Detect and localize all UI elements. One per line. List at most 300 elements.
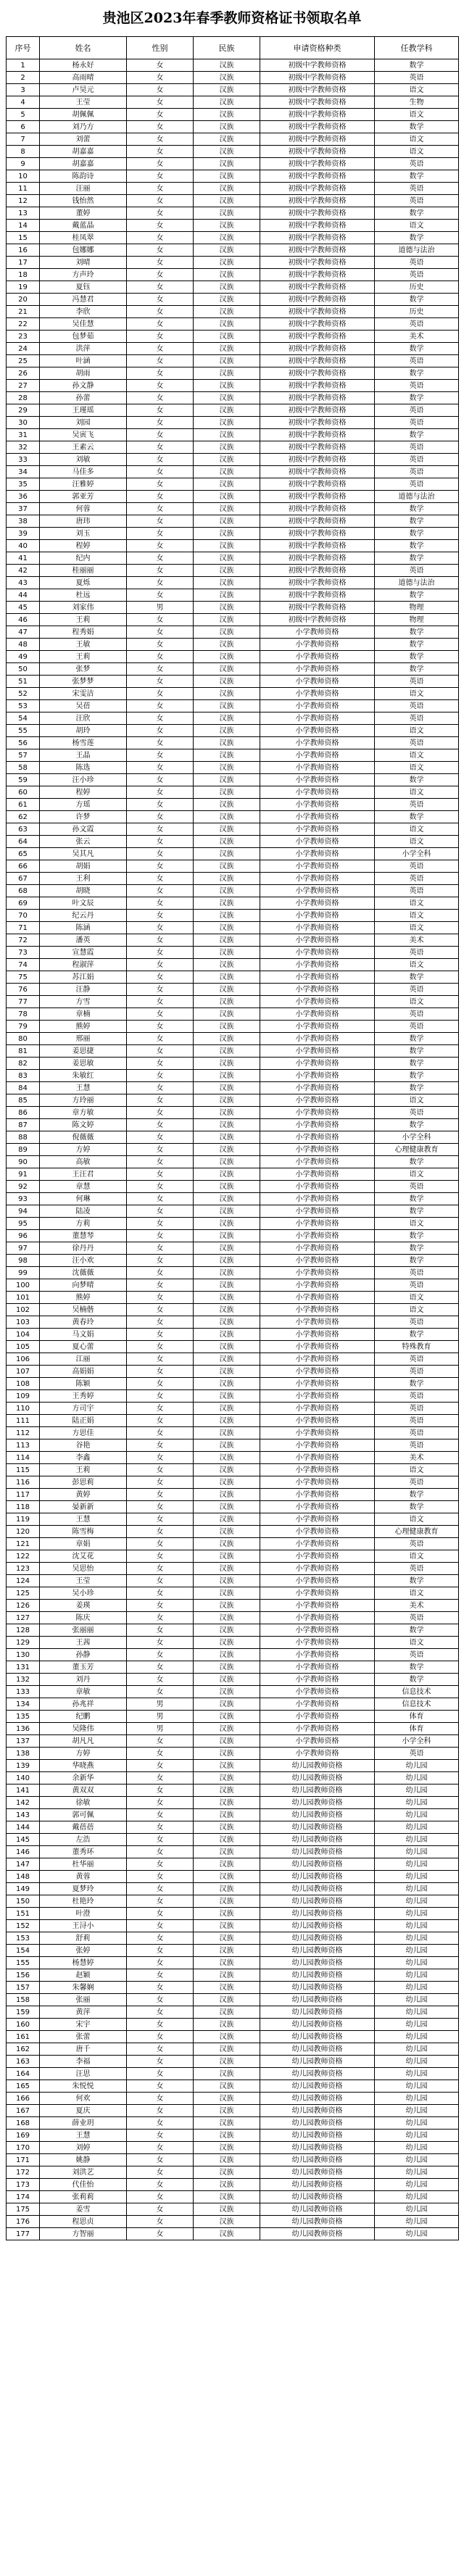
- cell-gender: 女: [127, 1181, 194, 1193]
- table-row: [7, 1994, 459, 2006]
- cell-seq: 153: [7, 1932, 40, 1945]
- cell-ethnicity: 汉族: [194, 1501, 260, 1513]
- cell-gender: 女: [127, 639, 194, 651]
- cell-gender: 女: [127, 836, 194, 848]
- table-row: [7, 294, 459, 306]
- cell-seq: 128: [7, 1624, 40, 1637]
- table-row: [7, 2130, 459, 2142]
- table-row: [7, 59, 459, 72]
- cell-gender: 女: [127, 306, 194, 318]
- cell-gender: 女: [127, 2056, 194, 2068]
- table-row: [7, 2080, 459, 2093]
- cell-cert-type: 初级中学教师资格: [260, 109, 375, 121]
- cell-subject: 英语: [375, 355, 459, 367]
- cell-ethnicity: 汉族: [194, 1846, 260, 1858]
- cell-name: 王浔小: [40, 1920, 127, 1932]
- cell-gender: 女: [127, 2031, 194, 2043]
- cell-gender: 女: [127, 318, 194, 331]
- cell-seq: 94: [7, 1205, 40, 1218]
- cell-name: 晏新新: [40, 1501, 127, 1513]
- cell-subject: 幼儿园: [375, 2203, 459, 2216]
- cell-ethnicity: 汉族: [194, 1304, 260, 1316]
- recipient-table: [6, 36, 459, 2240]
- cell-name: 程婷: [40, 786, 127, 799]
- cell-ethnicity: 汉族: [194, 1969, 260, 1982]
- cell-ethnicity: 汉族: [194, 1218, 260, 1230]
- cell-cert-type: 小学教师资格: [260, 1587, 375, 1600]
- cell-seq: 104: [7, 1329, 40, 1341]
- cell-seq: 100: [7, 1279, 40, 1292]
- cell-cert-type: 小学教师资格: [260, 1403, 375, 1415]
- cell-cert-type: 小学教师资格: [260, 1008, 375, 1021]
- cell-ethnicity: 汉族: [194, 1686, 260, 1698]
- cell-name: 章娟: [40, 1538, 127, 1550]
- cell-name: 华晓燕: [40, 1760, 127, 1772]
- cell-cert-type: 幼儿园教师资格: [260, 1772, 375, 1784]
- cell-ethnicity: 汉族: [194, 2068, 260, 2080]
- cell-seq: 117: [7, 1489, 40, 1501]
- cell-gender: 女: [127, 380, 194, 392]
- cell-subject: 语文: [375, 1168, 459, 1181]
- cell-seq: 120: [7, 1526, 40, 1538]
- cell-name: 姜思敏: [40, 1058, 127, 1070]
- cell-ethnicity: 汉族: [194, 515, 260, 528]
- cell-gender: 女: [127, 257, 194, 269]
- cell-subject: 体育: [375, 1723, 459, 1735]
- cell-seq: 129: [7, 1637, 40, 1649]
- cell-ethnicity: 汉族: [194, 799, 260, 811]
- cell-gender: 女: [127, 823, 194, 836]
- cell-subject: 语文: [375, 762, 459, 774]
- cell-cert-type: 小学教师资格: [260, 1242, 375, 1255]
- cell-cert-type: 初级中学教师资格: [260, 466, 375, 478]
- cell-name: 陈文婷: [40, 1119, 127, 1131]
- cell-name: 程思贞: [40, 2216, 127, 2228]
- table-row: [7, 1501, 459, 1513]
- cell-subject: 语文: [375, 1550, 459, 1563]
- cell-name: 张梦: [40, 663, 127, 676]
- cell-cert-type: 初级中学教师资格: [260, 59, 375, 72]
- cell-name: 宣慧霞: [40, 947, 127, 959]
- cell-subject: 幼儿园: [375, 1846, 459, 1858]
- cell-subject: 美术: [375, 331, 459, 343]
- cell-seq: 74: [7, 959, 40, 971]
- cell-subject: 英语: [375, 1181, 459, 1193]
- cell-ethnicity: 汉族: [194, 614, 260, 626]
- cell-name: 高雨晴: [40, 72, 127, 84]
- table-row: [7, 1871, 459, 1883]
- cell-seq: 156: [7, 1969, 40, 1982]
- cell-name: 王瑾瑶: [40, 404, 127, 417]
- cell-gender: 女: [127, 552, 194, 565]
- cell-gender: 女: [127, 232, 194, 244]
- cell-cert-type: 幼儿园教师资格: [260, 1797, 375, 1809]
- cell-cert-type: 小学教师资格: [260, 1649, 375, 1661]
- cell-gender: 女: [127, 1329, 194, 1341]
- table-row: [7, 737, 459, 749]
- cell-seq: 158: [7, 1994, 40, 2006]
- cell-gender: 女: [127, 355, 194, 367]
- cell-gender: 女: [127, 1218, 194, 1230]
- cell-name: 胡佩佩: [40, 109, 127, 121]
- cell-ethnicity: 汉族: [194, 959, 260, 971]
- cell-ethnicity: 汉族: [194, 318, 260, 331]
- cell-cert-type: 幼儿园教师资格: [260, 2006, 375, 2019]
- cell-name: 郭可佩: [40, 1809, 127, 1821]
- table-row: [7, 1489, 459, 1501]
- table-row: [7, 1945, 459, 1957]
- cell-name: 陈庆: [40, 1612, 127, 1624]
- cell-subject: 语文: [375, 836, 459, 848]
- cell-ethnicity: 汉族: [194, 109, 260, 121]
- cell-subject: 幼儿园: [375, 1895, 459, 1908]
- cell-gender: 女: [127, 1316, 194, 1329]
- cell-cert-type: 小学教师资格: [260, 712, 375, 725]
- cell-cert-type: 小学教师资格: [260, 1156, 375, 1168]
- cell-cert-type: 小学教师资格: [260, 1279, 375, 1292]
- cell-seq: 3: [7, 84, 40, 96]
- cell-gender: 女: [127, 651, 194, 663]
- cell-cert-type: 小学教师资格: [260, 1082, 375, 1094]
- cell-cert-type: 小学教师资格: [260, 947, 375, 959]
- cell-seq: 154: [7, 1945, 40, 1957]
- cell-gender: 女: [127, 1686, 194, 1698]
- cell-name: 程婷: [40, 540, 127, 552]
- cell-gender: 女: [127, 1674, 194, 1686]
- cell-ethnicity: 汉族: [194, 1797, 260, 1809]
- cell-gender: 女: [127, 1476, 194, 1489]
- cell-ethnicity: 汉族: [194, 1513, 260, 1526]
- cell-gender: 女: [127, 1550, 194, 1563]
- cell-name: 王慧: [40, 1082, 127, 1094]
- cell-subject: 英语: [375, 1649, 459, 1661]
- cell-gender: 女: [127, 897, 194, 910]
- cell-subject: 心理健康教育: [375, 1144, 459, 1156]
- cell-seq: 62: [7, 811, 40, 823]
- cell-cert-type: 幼儿园教师资格: [260, 1846, 375, 1858]
- table-row: [7, 1304, 459, 1316]
- cell-subject: 幼儿园: [375, 1945, 459, 1957]
- cell-seq: 7: [7, 133, 40, 146]
- cell-subject: 英语: [375, 195, 459, 207]
- cell-gender: 女: [127, 2068, 194, 2080]
- cell-name: 章楠: [40, 1008, 127, 1021]
- cell-gender: 女: [127, 996, 194, 1008]
- cell-seq: 167: [7, 2105, 40, 2117]
- cell-cert-type: 小学教师资格: [260, 676, 375, 688]
- cell-seq: 75: [7, 971, 40, 984]
- cell-name: 黄婷: [40, 1489, 127, 1501]
- table-header: [7, 37, 459, 59]
- cell-name: 代佳怡: [40, 2179, 127, 2191]
- cell-ethnicity: 汉族: [194, 2056, 260, 2068]
- cell-gender: 女: [127, 491, 194, 503]
- header-row: [7, 37, 459, 59]
- cell-seq: 147: [7, 1858, 40, 1871]
- cell-seq: 124: [7, 1575, 40, 1587]
- cell-name: 章方敏: [40, 1107, 127, 1119]
- cell-cert-type: 幼儿园教师资格: [260, 1920, 375, 1932]
- cell-cert-type: 初级中学教师资格: [260, 331, 375, 343]
- cell-cert-type: 小学教师资格: [260, 700, 375, 712]
- cell-ethnicity: 汉族: [194, 528, 260, 540]
- cell-seq: 28: [7, 392, 40, 404]
- cell-gender: 女: [127, 1735, 194, 1748]
- cell-subject: 英语: [375, 1366, 459, 1378]
- cell-subject: 英语: [375, 1390, 459, 1403]
- table-row: [7, 799, 459, 811]
- cell-cert-type: 初级中学教师资格: [260, 367, 375, 380]
- cell-ethnicity: 汉族: [194, 565, 260, 577]
- cell-name: 董玉芳: [40, 1661, 127, 1674]
- cell-subject: 语文: [375, 922, 459, 934]
- cell-subject: 语文: [375, 959, 459, 971]
- cell-ethnicity: 汉族: [194, 1476, 260, 1489]
- cell-ethnicity: 汉族: [194, 688, 260, 700]
- cell-gender: 女: [127, 1230, 194, 1242]
- table-row: [7, 1772, 459, 1784]
- table-row: [7, 1920, 459, 1932]
- cell-cert-type: 幼儿园教师资格: [260, 2105, 375, 2117]
- cell-subject: 数学: [375, 1329, 459, 1341]
- cell-gender: 女: [127, 331, 194, 343]
- cell-ethnicity: 汉族: [194, 355, 260, 367]
- cell-ethnicity: 汉族: [194, 651, 260, 663]
- table-row: [7, 281, 459, 294]
- cell-gender: 女: [127, 1624, 194, 1637]
- cell-ethnicity: 汉族: [194, 1316, 260, 1329]
- table-row: [7, 577, 459, 589]
- cell-name: 王素云: [40, 441, 127, 454]
- cell-gender: 女: [127, 441, 194, 454]
- cell-gender: 女: [127, 1513, 194, 1526]
- cell-name: 朱馨娴: [40, 1982, 127, 1994]
- cell-subject: 幼儿园: [375, 2068, 459, 2080]
- cell-subject: 数学: [375, 540, 459, 552]
- cell-cert-type: 幼儿园教师资格: [260, 2056, 375, 2068]
- cell-ethnicity: 汉族: [194, 1600, 260, 1612]
- table-row: [7, 626, 459, 639]
- table-row: [7, 2117, 459, 2130]
- cell-cert-type: 初级中学教师资格: [260, 491, 375, 503]
- cell-ethnicity: 汉族: [194, 725, 260, 737]
- table-row: [7, 1464, 459, 1476]
- cell-subject: 幼儿园: [375, 1772, 459, 1784]
- cell-gender: 女: [127, 1008, 194, 1021]
- cell-name: 方玲丽: [40, 1094, 127, 1107]
- cell-subject: 信息技术: [375, 1686, 459, 1698]
- table-row: [7, 676, 459, 688]
- table-row: [7, 2228, 459, 2240]
- cell-subject: 数学: [375, 1156, 459, 1168]
- cell-seq: 34: [7, 466, 40, 478]
- cell-gender: 女: [127, 712, 194, 725]
- cell-seq: 152: [7, 1920, 40, 1932]
- cell-name: 李鑫: [40, 1452, 127, 1464]
- cell-subject: 英语: [375, 1439, 459, 1452]
- cell-name: 姜思捷: [40, 1045, 127, 1058]
- table-row: [7, 503, 459, 515]
- cell-cert-type: 小学教师资格: [260, 1107, 375, 1119]
- cell-subject: 语文: [375, 786, 459, 799]
- cell-name: 戴蓓蓓: [40, 1821, 127, 1834]
- cell-seq: 102: [7, 1304, 40, 1316]
- cell-name: 王晶: [40, 749, 127, 762]
- cell-ethnicity: 汉族: [194, 380, 260, 392]
- cell-seq: 105: [7, 1341, 40, 1353]
- cell-subject: 心理健康教育: [375, 1526, 459, 1538]
- cell-subject: 数学: [375, 1230, 459, 1242]
- cell-cert-type: 幼儿园教师资格: [260, 1982, 375, 1994]
- cell-ethnicity: 汉族: [194, 1415, 260, 1427]
- cell-subject: 数学: [375, 1045, 459, 1058]
- table-row: [7, 404, 459, 417]
- cell-seq: 63: [7, 823, 40, 836]
- cell-gender: 女: [127, 170, 194, 183]
- cell-gender: 女: [127, 1957, 194, 1969]
- cell-cert-type: 幼儿园教师资格: [260, 2031, 375, 2043]
- cell-gender: 女: [127, 244, 194, 257]
- cell-name: 邢丽: [40, 1033, 127, 1045]
- cell-name: 熊婷: [40, 1292, 127, 1304]
- cell-cert-type: 初级中学教师资格: [260, 72, 375, 84]
- table-row: [7, 2068, 459, 2080]
- cell-seq: 95: [7, 1218, 40, 1230]
- cell-ethnicity: 汉族: [194, 786, 260, 799]
- cell-subject: 数学: [375, 121, 459, 133]
- cell-ethnicity: 汉族: [194, 1329, 260, 1341]
- table-row: [7, 441, 459, 454]
- cell-subject: 数学: [375, 1033, 459, 1045]
- cell-cert-type: 初级中学教师资格: [260, 565, 375, 577]
- table-row: [7, 1058, 459, 1070]
- cell-cert-type: 小学教师资格: [260, 1390, 375, 1403]
- table-row: [7, 2216, 459, 2228]
- cell-seq: 131: [7, 1661, 40, 1674]
- cell-seq: 170: [7, 2142, 40, 2154]
- cell-subject: 数学: [375, 515, 459, 528]
- cell-subject: 美术: [375, 934, 459, 947]
- cell-seq: 58: [7, 762, 40, 774]
- cell-gender: 男: [127, 1711, 194, 1723]
- cell-subject: 数学: [375, 811, 459, 823]
- cell-subject: 英语: [375, 1612, 459, 1624]
- cell-name: 朱敏红: [40, 1070, 127, 1082]
- cell-gender: 女: [127, 1797, 194, 1809]
- cell-seq: 55: [7, 725, 40, 737]
- cell-ethnicity: 汉族: [194, 996, 260, 1008]
- cell-name: 夏心蕾: [40, 1341, 127, 1353]
- cell-name: 吴寅飞: [40, 429, 127, 441]
- table-row: [7, 1131, 459, 1144]
- cell-seq: 39: [7, 528, 40, 540]
- table-row: [7, 552, 459, 565]
- cell-name: 何欢: [40, 2093, 127, 2105]
- cell-ethnicity: 汉族: [194, 2216, 260, 2228]
- cell-ethnicity: 汉族: [194, 170, 260, 183]
- cell-seq: 59: [7, 774, 40, 786]
- cell-seq: 61: [7, 799, 40, 811]
- cell-name: 刘敏: [40, 454, 127, 466]
- cell-gender: 女: [127, 2105, 194, 2117]
- table-row: [7, 1723, 459, 1735]
- cell-gender: 女: [127, 2080, 194, 2093]
- cell-ethnicity: 汉族: [194, 2179, 260, 2191]
- cell-cert-type: 小学教师资格: [260, 1538, 375, 1550]
- cell-subject: 幼儿园: [375, 2093, 459, 2105]
- cell-gender: 女: [127, 1969, 194, 1982]
- cell-gender: 女: [127, 515, 194, 528]
- cell-ethnicity: 汉族: [194, 220, 260, 232]
- cell-subject: 数学: [375, 1661, 459, 1674]
- cell-subject: 语文: [375, 220, 459, 232]
- cell-cert-type: 初级中学教师资格: [260, 281, 375, 294]
- cell-ethnicity: 汉族: [194, 737, 260, 749]
- cell-cert-type: 初级中学教师资格: [260, 589, 375, 602]
- cell-gender: 女: [127, 367, 194, 380]
- cell-name: 姜瑛: [40, 1600, 127, 1612]
- cell-ethnicity: 汉族: [194, 1390, 260, 1403]
- cell-cert-type: 小学教师资格: [260, 1316, 375, 1329]
- cell-ethnicity: 汉族: [194, 84, 260, 96]
- cell-name: 刘蕾: [40, 133, 127, 146]
- cell-cert-type: 幼儿园教师资格: [260, 1957, 375, 1969]
- table-row: [7, 2006, 459, 2019]
- cell-name: 陈涵: [40, 922, 127, 934]
- cell-subject: 英语: [375, 565, 459, 577]
- cell-name: 汪欣: [40, 712, 127, 725]
- cell-subject: 语文: [375, 688, 459, 700]
- table-row: [7, 614, 459, 626]
- cell-name: 刘婷: [40, 2142, 127, 2154]
- cell-name: 杨雪莲: [40, 737, 127, 749]
- cell-cert-type: 幼儿园教师资格: [260, 1908, 375, 1920]
- cell-seq: 49: [7, 651, 40, 663]
- cell-gender: 女: [127, 1784, 194, 1797]
- cell-cert-type: 幼儿园教师资格: [260, 1895, 375, 1908]
- table-row: [7, 1366, 459, 1378]
- cell-subject: 语文: [375, 897, 459, 910]
- cell-subject: 语文: [375, 725, 459, 737]
- cell-ethnicity: 汉族: [194, 1908, 260, 1920]
- table-row: [7, 565, 459, 577]
- cell-subject: 小学全科: [375, 1131, 459, 1144]
- cell-gender: 女: [127, 1439, 194, 1452]
- cell-name: 李欣: [40, 306, 127, 318]
- cell-subject: 数学: [375, 1255, 459, 1267]
- cell-subject: 语文: [375, 910, 459, 922]
- cell-gender: 女: [127, 1489, 194, 1501]
- cell-seq: 5: [7, 109, 40, 121]
- cell-name: 张丽: [40, 1994, 127, 2006]
- cell-subject: 幼儿园: [375, 1784, 459, 1797]
- cell-ethnicity: 汉族: [194, 244, 260, 257]
- cell-subject: 英语: [375, 1415, 459, 1427]
- cell-ethnicity: 汉族: [194, 762, 260, 774]
- cell-cert-type: 小学教师资格: [260, 1021, 375, 1033]
- cell-ethnicity: 汉族: [194, 121, 260, 133]
- header-ethnicity: 民族: [194, 37, 260, 59]
- table-row: [7, 934, 459, 947]
- cell-seq: 73: [7, 947, 40, 959]
- cell-cert-type: 小学教师资格: [260, 1600, 375, 1612]
- cell-seq: 164: [7, 2068, 40, 2080]
- cell-name: 熊婷: [40, 1021, 127, 1033]
- cell-seq: 160: [7, 2019, 40, 2031]
- cell-gender: 女: [127, 676, 194, 688]
- cell-name: 方思佳: [40, 1427, 127, 1439]
- cell-gender: 女: [127, 454, 194, 466]
